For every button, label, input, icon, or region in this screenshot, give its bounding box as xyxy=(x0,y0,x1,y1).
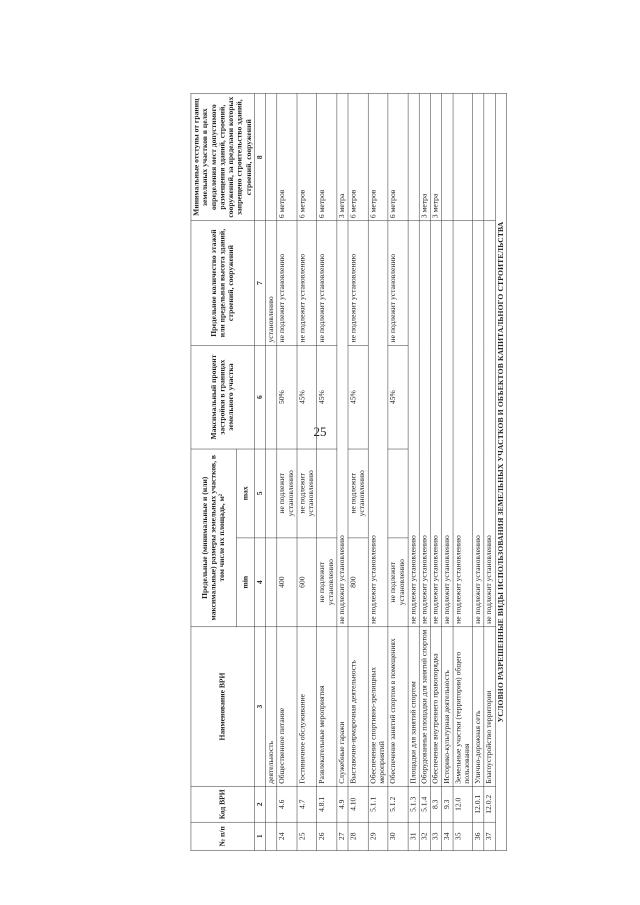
row-max xyxy=(388,449,408,538)
row-number: 26 xyxy=(317,822,337,850)
row-number xyxy=(266,822,277,850)
row-setback: 3 метра xyxy=(430,94,441,221)
table-row xyxy=(317,94,337,851)
row-name: Развлекательные мероприятия xyxy=(317,627,337,787)
row-size: не подлежит установлению xyxy=(430,221,441,627)
row-code: 4.10 xyxy=(348,787,368,823)
row-name: Историко-культурная деятельность xyxy=(442,627,453,787)
header-code: Код ВРИ xyxy=(191,787,255,823)
row-setback xyxy=(453,94,473,221)
col-number: 4 xyxy=(254,538,265,627)
table-row xyxy=(337,94,348,851)
row-code: 12.0 xyxy=(453,787,473,823)
col-number: 2 xyxy=(254,787,265,823)
row-name: Общественное питание xyxy=(277,627,297,787)
header-max: max xyxy=(237,449,255,538)
zoning-table xyxy=(191,93,507,851)
row-min: не подлежит установлению xyxy=(388,538,408,627)
row-code: 5.1.4 xyxy=(419,787,430,823)
rotated-table-container xyxy=(191,93,505,851)
row-code: 4.7 xyxy=(297,787,317,823)
row-code: 5.1.1 xyxy=(368,787,388,823)
row-code xyxy=(266,787,277,823)
row-code: 4.9 xyxy=(337,787,348,823)
row-max: не подлежит установлению xyxy=(348,449,368,538)
table-row xyxy=(430,94,441,851)
row-size: не подлежит установлению xyxy=(453,221,473,627)
row-size: не подлежит установлению xyxy=(337,221,348,627)
row-name: деятельность xyxy=(266,627,277,787)
row-number: 31 xyxy=(408,822,419,850)
col-number: 7 xyxy=(254,221,265,345)
row-code: 5.1.3 xyxy=(408,787,419,823)
row-floors: не подлежит установлению xyxy=(317,221,337,345)
row-percent: 45% xyxy=(388,345,408,449)
row-code: 5.1.2 xyxy=(388,787,408,823)
row-name: Обеспечение внутреннего правопорядка xyxy=(430,627,441,787)
table-footer: УСЛОВНО РАЗРЕШЕННЫЕ ВИДЫ ИСПОЛЬЗОВАНИЯ ЗЕМЕЛЬНЫХ УЧАСТКОВ И ОБЪЕКТОВ КАПИТАЛЬНОГО СТРОИТЕЛЬСТВА xyxy=(495,94,506,851)
row-number: 30 xyxy=(388,822,408,850)
row-size: не подлежит установлению xyxy=(473,221,484,627)
row-code: 9.3 xyxy=(442,787,453,823)
row-min: 800 xyxy=(348,538,368,627)
row-number: 32 xyxy=(419,822,430,850)
row-number: 37 xyxy=(484,822,495,850)
row-setback: 3 метра xyxy=(337,94,348,221)
row-number: 34 xyxy=(442,822,453,850)
row-name: Обеспечение спортивно-зрелищных мероприятий xyxy=(368,627,388,787)
row-name: Оборудованные площадки для занятий спортом xyxy=(419,627,430,787)
row-name: Земельные участки (территории) общего пользования xyxy=(453,627,473,787)
row-name: Гостиничное обслуживание xyxy=(297,627,317,787)
row-max xyxy=(266,449,277,538)
col-number: 5 xyxy=(254,449,265,538)
row-setback: 6 метров xyxy=(317,94,337,221)
row-size: не подлежит установлению xyxy=(368,221,388,627)
row-setback xyxy=(408,94,419,221)
table-row xyxy=(473,94,484,851)
row-floors: не подлежит установлению xyxy=(277,221,297,345)
row-code: 8.3 xyxy=(430,787,441,823)
row-max: не подлежит установлению xyxy=(277,449,297,538)
row-setback: 6 метров xyxy=(348,94,368,221)
table-row xyxy=(368,94,388,851)
row-setback: 3 метра xyxy=(419,94,430,221)
row-max: не подлежит установлению xyxy=(297,449,317,538)
row-percent: 45% xyxy=(317,345,337,449)
row-number: 27 xyxy=(337,822,348,850)
row-size: не подлежит установлению xyxy=(419,221,430,627)
table-row xyxy=(388,94,408,851)
row-floors: установлению xyxy=(266,221,277,345)
row-min: 400 xyxy=(277,538,297,627)
header-setback: Минимальные отступы от границ земельных участков в целях определения мест допустимого размещения зданий, строений, сооружений, за пределами которых запрещено строительство зданий, строений, сооружений xyxy=(191,94,255,221)
row-setback: 6 метров xyxy=(277,94,297,221)
row-setback: 6 метров xyxy=(388,94,408,221)
row-size: не подлежит установлению xyxy=(408,221,419,627)
header-size: Предельные (минимальные и (или) максимальные) размеры земельных участков, в том числе их площадь, м² xyxy=(191,449,237,627)
row-setback xyxy=(484,94,495,221)
table-row xyxy=(348,94,368,851)
row-number: 28 xyxy=(348,822,368,850)
table-row xyxy=(266,94,277,851)
col-number: 3 xyxy=(254,627,265,787)
row-code: 4.8.1 xyxy=(317,787,337,823)
row-code: 12.0.2 xyxy=(484,787,495,823)
row-setback xyxy=(473,94,484,221)
row-number: 25 xyxy=(297,822,317,850)
row-number: 24 xyxy=(277,822,297,850)
row-name: Служебные гаражи xyxy=(337,627,348,787)
row-name: Обеспечение занятий спортом в помещениях xyxy=(388,627,408,787)
row-number: 33 xyxy=(430,822,441,850)
header-name: Наименование ВРИ xyxy=(191,627,255,787)
table-row xyxy=(442,94,453,851)
row-setback xyxy=(442,94,453,221)
row-percent: 50% xyxy=(277,345,297,449)
col-number: 1 xyxy=(254,822,265,850)
row-size: не подлежит установлению xyxy=(484,221,495,627)
row-setback xyxy=(266,94,277,221)
table-row xyxy=(277,94,297,851)
row-name: Улично-дорожная сеть xyxy=(473,627,484,787)
row-number: 35 xyxy=(453,822,473,850)
row-percent: 45% xyxy=(297,345,317,449)
row-floors: не подлежит установлению xyxy=(388,221,408,345)
row-number: 29 xyxy=(368,822,388,850)
row-floors: не подлежит установлению xyxy=(297,221,317,345)
row-code: 12.0.1 xyxy=(473,787,484,823)
row-size: не подлежит установлению xyxy=(442,221,453,627)
row-name: Площадки для занятий спортом xyxy=(408,627,419,787)
row-setback: 6 метров xyxy=(368,94,388,221)
row-name: Выставочно-ярмарочная деятельность xyxy=(348,627,368,787)
row-floors: не подлежит установлению xyxy=(348,221,368,345)
col-number: 8 xyxy=(254,94,265,221)
row-code: 4.6 xyxy=(277,787,297,823)
header-min: min xyxy=(237,538,255,627)
row-percent: 45% xyxy=(348,345,368,449)
table-row xyxy=(297,94,317,851)
row-percent xyxy=(266,345,277,449)
table-row xyxy=(408,94,419,851)
header-number: № п/п xyxy=(191,822,255,850)
row-min: 600 xyxy=(297,538,317,627)
header-floors: Предельное количество этажей или предельная высота зданий, строений, сооружений xyxy=(191,221,255,345)
col-number: 6 xyxy=(254,345,265,449)
row-name: Благоустройство территории xyxy=(484,627,495,787)
row-min: не подлежит установлению xyxy=(317,538,337,627)
table-row xyxy=(419,94,430,851)
row-number: 36 xyxy=(473,822,484,850)
header-percent: Максимальный процент застройки в границах земельного участка xyxy=(191,345,255,449)
column-number-row xyxy=(254,94,265,851)
row-max xyxy=(317,449,337,538)
table-row xyxy=(484,94,495,851)
row-setback: 6 метров xyxy=(297,94,317,221)
table-row xyxy=(453,94,473,851)
row-min xyxy=(266,538,277,627)
page-number: 25 xyxy=(313,424,327,439)
